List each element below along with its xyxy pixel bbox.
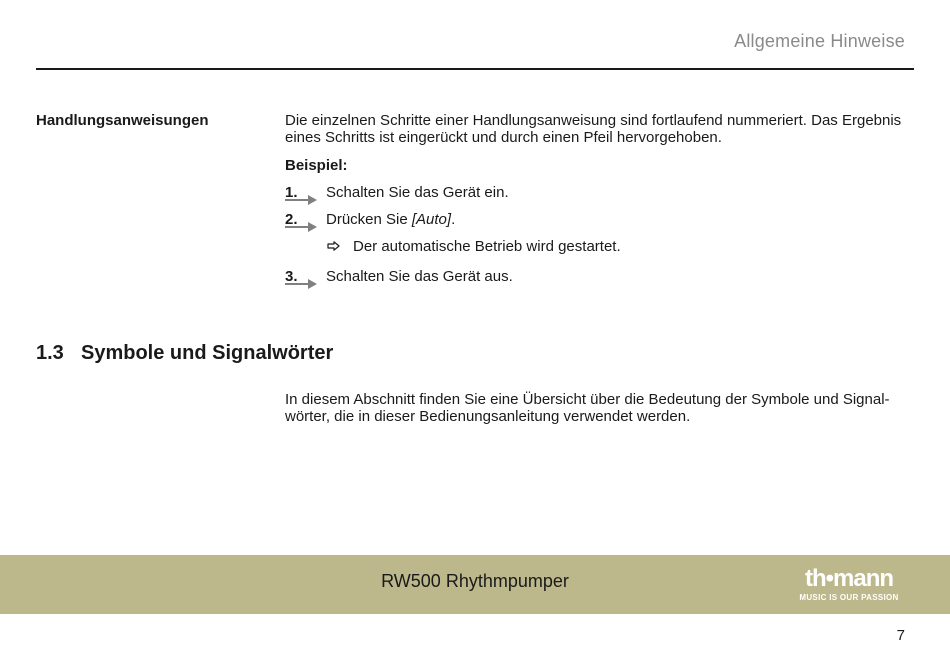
footer-product-name: RW500 Rhythmpumper: [381, 571, 569, 591]
step-number: 2.: [285, 211, 298, 228]
example-label: Beispiel:: [285, 157, 348, 174]
section-text-line: wörter, die in dieser Bedienungsanleitung verwendet werden.: [285, 408, 691, 425]
section-heading: Symbole und Signalwörter: [81, 342, 334, 364]
section-number: 1.3: [36, 342, 64, 364]
step-1: [285, 184, 585, 204]
result-text: Der automatische Betrieb wird gestartet.: [353, 238, 621, 255]
step-3: [285, 268, 585, 288]
step-text-before: Drücken Sie: [326, 211, 412, 228]
step-text-after: .: [451, 211, 456, 228]
section-intro-text: [285, 391, 905, 425]
step-arrow-icon: [285, 222, 318, 232]
thomann-logo: [792, 566, 906, 606]
step-number: 3.: [285, 268, 298, 285]
logo-slogan: MUSIC IS OUR PASSION: [799, 593, 899, 602]
section-text-line: In diesem Abschnitt finden Sie eine Übersicht über die Bedeutung der Symbole und Signal-: [285, 391, 890, 408]
step-arrow-icon: [285, 279, 318, 289]
header-divider: [36, 68, 914, 70]
handlung-intro-text: Die einzelnen Schritte einer Handlungsanweisung sind fortlaufend nummeriert. Das Ergebnis eines Schritts ist eingerückt und durch einen Pfeil hervorgehoben.: [285, 112, 902, 146]
result-arrow-icon: [327, 241, 340, 251]
step-text: Schalten Sie das Gerät aus.: [326, 268, 513, 285]
logo-wordmark: th•mann: [804, 565, 894, 592]
side-label-handlungsanweisungen: Handlungsanweisungen: [36, 112, 209, 129]
page-number: 7: [896, 627, 905, 644]
page-header-title: Allgemeine Hinweise: [734, 31, 905, 51]
step-2: [285, 211, 585, 231]
step-arrow-icon: [285, 195, 318, 205]
button-reference: [Auto]: [411, 211, 452, 228]
step-number: 1.: [285, 184, 298, 201]
step-text: [326, 211, 455, 228]
step-text: Schalten Sie das Gerät ein.: [326, 184, 509, 201]
